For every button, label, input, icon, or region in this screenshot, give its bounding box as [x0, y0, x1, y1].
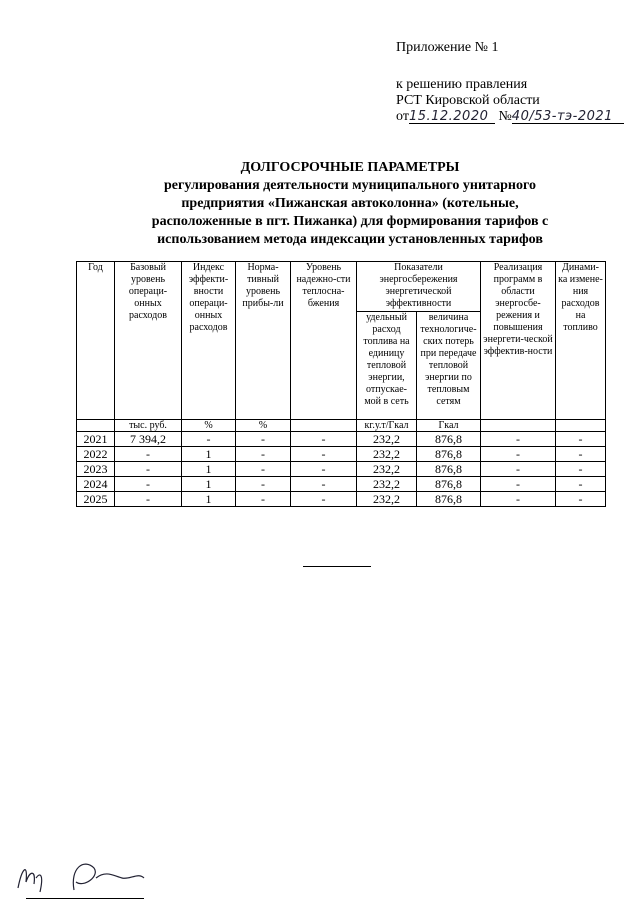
table-cell: -	[115, 462, 182, 477]
table-row	[77, 447, 606, 462]
from-prefix: от	[396, 109, 409, 124]
header-fuel-dynamics: Динами-ка измене-ния расходов на топливо	[556, 262, 606, 420]
table-cell: -	[291, 432, 357, 447]
unit-cell	[556, 420, 606, 432]
header-heat-losses: величина технологиче-ских потерь при передаче тепловой энергии по тепловым сетям	[417, 312, 481, 420]
header-programs: Реализация программ в области энергосбе-режения и повышения энергети-ческой эффектив-ности	[481, 262, 556, 420]
unit-cell: Гкал	[417, 420, 481, 432]
table-cell: 7 394,2	[115, 432, 182, 447]
signature-underline	[26, 898, 144, 899]
unit-cell: %	[236, 420, 291, 432]
table-cell: -	[115, 492, 182, 507]
table-cell: -	[236, 492, 291, 507]
table-cell: -	[236, 477, 291, 492]
unit-cell: тыс. руб.	[115, 420, 182, 432]
header-base-costs: Базовый уровень операци-онных расходов	[115, 262, 182, 420]
table-cell: -	[556, 447, 606, 462]
table-cell: -	[236, 462, 291, 477]
title-line-5: использованием метода индексации установленных тарифов	[157, 232, 543, 247]
table-cell: 1	[182, 447, 236, 462]
header-year: Год	[77, 262, 115, 420]
table-cell: 2023	[77, 462, 115, 477]
table-cell: -	[481, 432, 556, 447]
appendix-title: Приложение № 1	[396, 40, 499, 55]
table-cell: 1	[182, 462, 236, 477]
unit-cell: кг.у.т/Гкал	[357, 420, 417, 432]
header-energy-indicators: Показатели энергосбережения энергетической эффективности	[357, 262, 481, 312]
table-cell: -	[291, 477, 357, 492]
unit-cell	[291, 420, 357, 432]
table-row	[77, 462, 606, 477]
table-cell: -	[556, 477, 606, 492]
table-cell: 2024	[77, 477, 115, 492]
table-cell: -	[291, 447, 357, 462]
table-cell: -	[556, 492, 606, 507]
title-line-3: предприятия «Пижанская автоколонна» (котельные,	[181, 196, 519, 211]
unit-cell: %	[182, 420, 236, 432]
authority-line: РСТ Кировской области	[396, 93, 540, 108]
table-cell: -	[556, 432, 606, 447]
table-row	[77, 432, 606, 447]
table-cell: -	[481, 447, 556, 462]
header-efficiency-index: Индекс эффекти-вности операци-онных расходов	[182, 262, 236, 420]
table-cell: -	[182, 432, 236, 447]
table-row	[77, 477, 606, 492]
title-line-4: расположенные в пгт. Пижанка) для формирования тарифов с	[151, 214, 549, 229]
decision-line: к решению правления	[396, 77, 528, 92]
separator-line	[303, 566, 371, 567]
table-cell: 876,8	[417, 432, 481, 447]
table-cell: 232,2	[357, 492, 417, 507]
order-date: 15.12.2020	[409, 110, 495, 124]
handwritten-initials	[14, 848, 214, 898]
table-cell: -	[481, 477, 556, 492]
table-cell: -	[291, 462, 357, 477]
order-line	[396, 109, 624, 125]
table-cell: -	[291, 492, 357, 507]
table-cell: 2025	[77, 492, 115, 507]
table-cell: 2021	[77, 432, 115, 447]
table-cell: 2022	[77, 447, 115, 462]
table-cell: -	[115, 447, 182, 462]
units-row	[77, 420, 606, 432]
header-profit-level: Норма-тивный уровень прибы-ли	[236, 262, 291, 420]
table-cell: 1	[182, 477, 236, 492]
parameters-table	[76, 261, 606, 507]
table-cell: 232,2	[357, 447, 417, 462]
table-cell: 232,2	[357, 477, 417, 492]
table-cell: 876,8	[417, 462, 481, 477]
header-reliability: Уровень надежно-сти теплосна-бжения	[291, 262, 357, 420]
document-title	[60, 159, 640, 249]
table-cell: 232,2	[357, 432, 417, 447]
table-cell: 876,8	[417, 447, 481, 462]
table-cell: -	[481, 492, 556, 507]
table-cell: -	[115, 477, 182, 492]
table-cell: -	[481, 462, 556, 477]
table-cell: 876,8	[417, 477, 481, 492]
header-fuel-consumption: удельный расход топлива на единицу тепловой энергии, отпускае-мой в сеть	[357, 312, 417, 420]
title-line-2: регулирования деятельности муниципального унитарного	[164, 178, 536, 193]
unit-cell	[77, 420, 115, 432]
table-cell: 232,2	[357, 462, 417, 477]
unit-cell	[481, 420, 556, 432]
number-prefix: №	[498, 109, 512, 124]
table-row	[77, 492, 606, 507]
order-number: 40/53-тэ-2021	[512, 110, 624, 124]
table-cell: 1	[182, 492, 236, 507]
table-cell: -	[236, 432, 291, 447]
title-line-1: ДОЛГОСРОЧНЫЕ ПАРАМЕТРЫ	[240, 160, 460, 175]
table-cell: 876,8	[417, 492, 481, 507]
table-cell: -	[556, 462, 606, 477]
appendix-block	[396, 40, 624, 125]
table-cell: -	[236, 447, 291, 462]
